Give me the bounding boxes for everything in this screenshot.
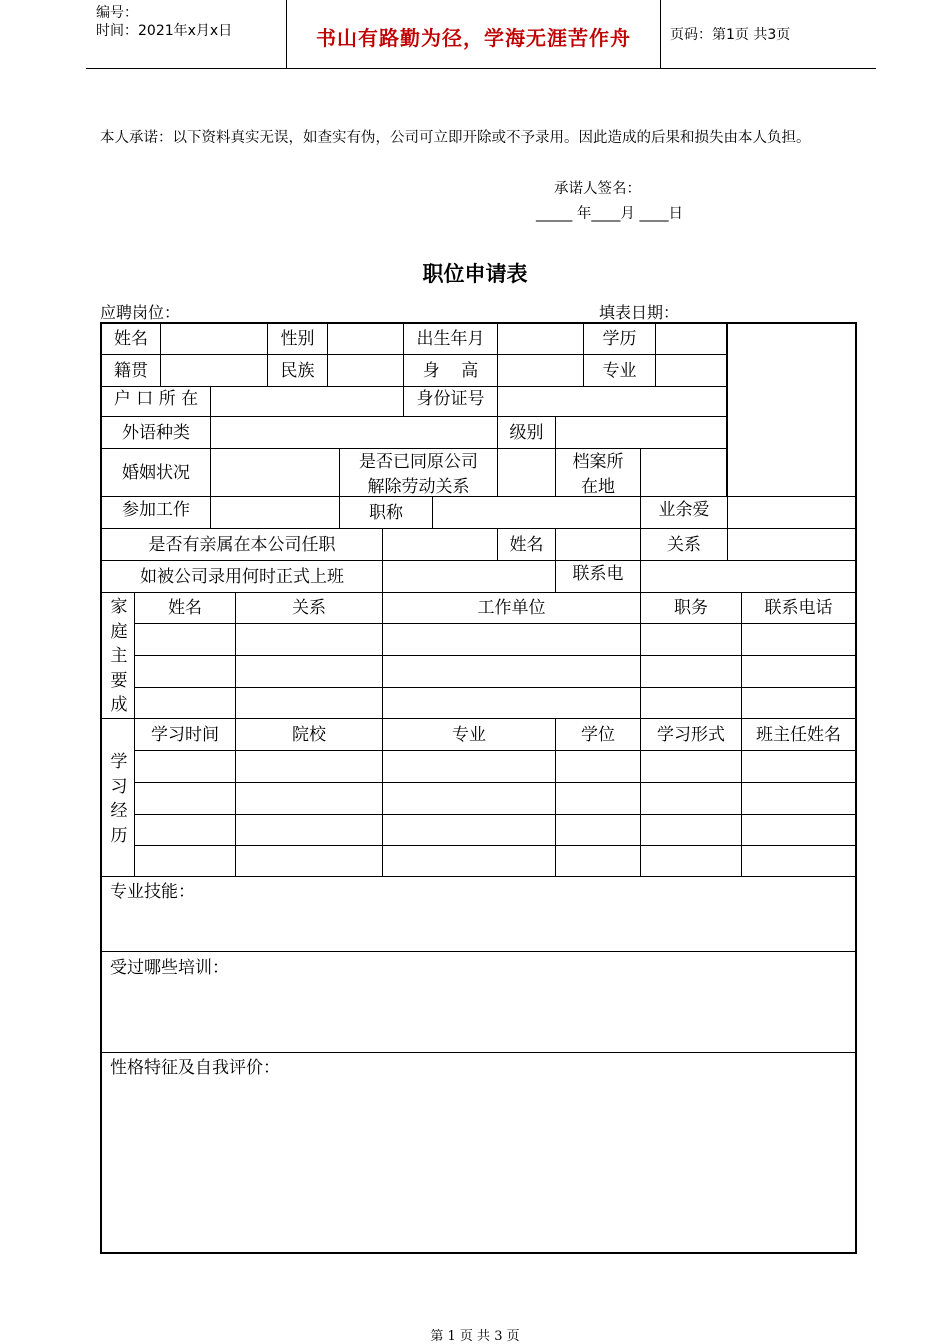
archive-field[interactable] xyxy=(641,449,726,496)
signer-label: 承诺人签名： xyxy=(554,181,641,197)
rule xyxy=(100,951,857,952)
page-number: 页码：第1页 共3页 xyxy=(670,27,791,43)
family-header-position: 职务 xyxy=(674,598,708,618)
family-row[interactable] xyxy=(135,656,855,687)
id-number-field[interactable] xyxy=(498,387,726,416)
label-archive-line2: 在地 xyxy=(581,477,615,496)
family-header-relation: 关系 xyxy=(292,598,326,618)
major-field[interactable] xyxy=(656,355,726,386)
language-field[interactable] xyxy=(211,417,497,448)
label-native-place: 籍贯 xyxy=(114,361,148,381)
relative-name-field[interactable] xyxy=(556,529,640,560)
label-marital: 婚姻状况 xyxy=(122,463,190,483)
hukou-field[interactable] xyxy=(211,387,403,416)
work-start-field[interactable] xyxy=(211,497,339,528)
rule xyxy=(100,448,727,449)
resigned-field[interactable] xyxy=(498,449,555,496)
study-header-advisor: 班主任姓名 xyxy=(756,725,841,745)
label-gender: 性别 xyxy=(280,329,315,349)
label-language: 外语种类 xyxy=(122,423,190,443)
motto: 书山有路勤为径，学海无涯苦作舟 xyxy=(316,26,631,50)
label-relative-name: 姓名 xyxy=(509,535,544,555)
rule xyxy=(100,718,857,719)
family-side-label: 家庭主要成 xyxy=(110,597,128,715)
hobby-field[interactable] xyxy=(728,497,855,528)
label-start-date: 如被公司录用何时正式上班 xyxy=(140,567,344,587)
serial-label: 编号： xyxy=(96,5,138,21)
label-phone: 联系电 xyxy=(572,564,624,584)
phone-field[interactable] xyxy=(641,561,855,592)
label-name: 姓名 xyxy=(114,329,148,349)
label-hukou: 户 口 所 在 xyxy=(113,389,199,409)
label-birth: 出生年月 xyxy=(416,329,485,349)
rule xyxy=(100,1052,857,1053)
label-relative-relation: 关系 xyxy=(667,535,701,555)
family-row[interactable] xyxy=(135,688,855,718)
study-row[interactable] xyxy=(135,783,855,814)
personality-field[interactable] xyxy=(102,1082,855,1250)
study-row[interactable] xyxy=(135,751,855,782)
skills-field[interactable] xyxy=(102,906,855,950)
family-header-name: 姓名 xyxy=(168,598,202,618)
study-header-school: 院校 xyxy=(292,725,326,745)
family-header-phone: 联系电话 xyxy=(764,598,833,618)
family-row[interactable] xyxy=(135,624,855,655)
study-header-time: 学习时间 xyxy=(151,725,219,745)
label-education: 学历 xyxy=(602,329,637,349)
header-bottom-rule xyxy=(86,68,876,69)
label-relatives: 是否有亲属在本公司任职 xyxy=(148,535,336,555)
label-archive-line1: 档案所 xyxy=(572,452,624,472)
form-title: 职位申请表 xyxy=(422,262,528,286)
pledge-text: 本人承诺：以下资料真实无误，如查实有伪，公司可立即开除或不予录用。因此造成的后果和损失由本人负担。 xyxy=(100,130,811,146)
level-field[interactable] xyxy=(556,417,726,448)
position-label: 应聘岗位： xyxy=(100,303,181,322)
study-header-mode: 学习形式 xyxy=(657,725,725,745)
rule xyxy=(100,876,857,877)
height-field[interactable] xyxy=(498,355,583,386)
label-id-number: 身份证号 xyxy=(416,389,485,409)
ethnicity-field[interactable] xyxy=(328,355,403,386)
form-bottom-border xyxy=(100,1252,857,1254)
birth-field[interactable] xyxy=(498,323,583,354)
label-major: 专业 xyxy=(602,361,637,381)
title-field[interactable] xyxy=(433,497,640,528)
page-footer: 第 1 页 共 3 页 xyxy=(430,1329,520,1344)
label-hobby: 业余爱 xyxy=(658,500,710,520)
training-field[interactable] xyxy=(102,982,855,1051)
relative-relation-field[interactable] xyxy=(728,529,855,560)
gender-field[interactable] xyxy=(328,323,403,354)
label-resigned-line1: 是否已同原公司 xyxy=(359,452,478,472)
study-side-label: 学习经历 xyxy=(110,752,128,846)
rule xyxy=(100,592,857,593)
study-row[interactable] xyxy=(135,846,855,876)
education-field[interactable] xyxy=(656,323,726,354)
family-header-employer: 工作单位 xyxy=(477,598,546,618)
form-right-border xyxy=(855,322,857,1254)
relatives-field[interactable] xyxy=(383,529,497,560)
fill-date-label: 填表日期： xyxy=(599,303,680,322)
label-title: 职称 xyxy=(369,503,403,523)
marital-field[interactable] xyxy=(211,449,339,496)
study-header-major: 专业 xyxy=(452,725,486,745)
time-label: 时间：2021年x月x日 xyxy=(96,23,233,39)
study-header-degree: 学位 xyxy=(581,725,615,745)
label-resigned-line2: 解除劳动关系 xyxy=(367,477,470,496)
label-height: 身 高 xyxy=(422,361,479,381)
skills-label: 专业技能： xyxy=(110,882,195,902)
personality-label: 性格特征及自我评价： xyxy=(110,1058,280,1078)
name-field[interactable] xyxy=(161,323,267,354)
study-row[interactable] xyxy=(135,815,855,845)
label-work-start: 参加工作 xyxy=(122,500,190,520)
header-divider-right xyxy=(660,0,661,68)
label-ethnicity: 民族 xyxy=(280,361,315,381)
start-date-field[interactable] xyxy=(383,561,555,592)
sign-date-line: _____ 年____月 ____日 xyxy=(536,206,683,222)
training-label: 受过哪些培训： xyxy=(110,958,229,978)
native-place-field[interactable] xyxy=(161,355,267,386)
photo-area[interactable] xyxy=(728,324,855,496)
label-level: 级别 xyxy=(509,423,544,443)
